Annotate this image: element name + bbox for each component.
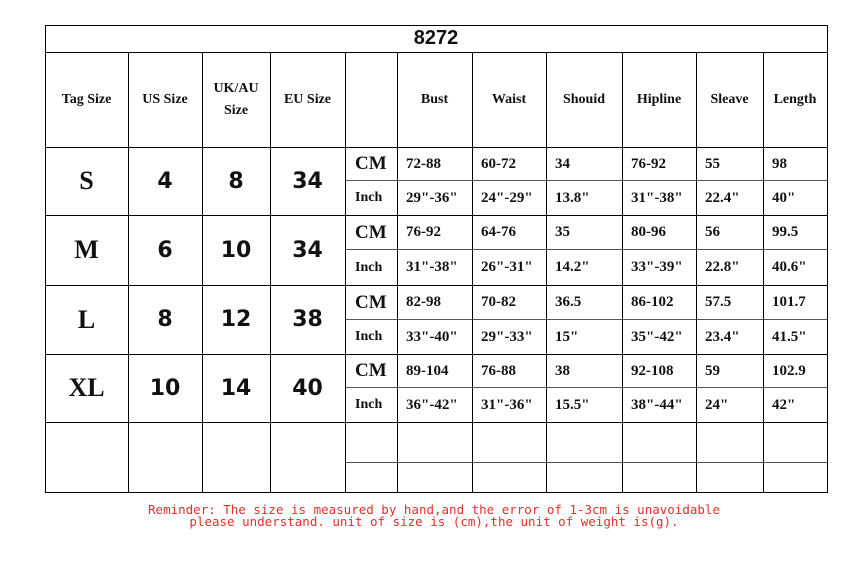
inch-value-sleeve: 23.4" bbox=[705, 328, 740, 345]
header-bust: Bust bbox=[420, 91, 449, 107]
inch-value-length: 40" bbox=[772, 189, 796, 206]
cm-value-waist: 60-72 bbox=[481, 155, 516, 172]
header-length: Length bbox=[773, 91, 817, 107]
uk-size-cell: 14 bbox=[220, 375, 252, 401]
h-gridline bbox=[45, 492, 828, 493]
header-waist: Waist bbox=[491, 91, 527, 107]
inch-value-sleeve: 22.8" bbox=[705, 259, 740, 275]
h-gridline bbox=[45, 422, 828, 423]
cm-value-length: 98 bbox=[772, 155, 787, 172]
cm-value-hipline: 86-102 bbox=[631, 294, 674, 310]
cm-value-sleeve: 55 bbox=[705, 155, 720, 172]
tag-size-cell: S bbox=[79, 166, 94, 195]
inch-value-bust: 31"-38" bbox=[406, 259, 458, 275]
header-sleeve: Sleave bbox=[710, 91, 749, 107]
cm-value-hipline: 92-108 bbox=[631, 362, 674, 379]
inch-value-shoulder: 15.5" bbox=[555, 396, 590, 413]
inch-value-waist: 24"-29" bbox=[481, 189, 533, 206]
v-gridline bbox=[827, 25, 828, 493]
cm-value-waist: 64-76 bbox=[481, 224, 516, 240]
eu-size-cell: 38 bbox=[292, 307, 323, 332]
header-uk-au-size: UK/AU Size bbox=[213, 80, 259, 118]
cm-unit-label: CM bbox=[355, 291, 387, 313]
eu-size-cell: 34 bbox=[292, 168, 323, 194]
inch-value-waist: 26"-31" bbox=[481, 259, 533, 275]
inch-value-shoulder: 15" bbox=[555, 328, 579, 345]
cm-value-sleeve: 57.5 bbox=[705, 294, 732, 310]
cm-value-waist: 70-82 bbox=[481, 294, 516, 310]
cm-value-length: 101.7 bbox=[772, 294, 806, 310]
header-shoulder: Shouid bbox=[562, 91, 606, 107]
inch-value-hipline: 33"-39" bbox=[631, 259, 683, 275]
inch-value-bust: 29"-36" bbox=[406, 189, 458, 206]
cm-value-sleeve: 59 bbox=[705, 362, 720, 379]
inch-value-sleeve: 24" bbox=[705, 396, 729, 413]
inch-value-bust: 33"-40" bbox=[406, 328, 458, 345]
table-title: 8272 bbox=[413, 27, 459, 49]
uk-size-cell: 8 bbox=[228, 168, 244, 194]
uk-size-cell: 12 bbox=[220, 307, 252, 332]
us-size-cell: 4 bbox=[157, 168, 173, 194]
cm-unit-label: CM bbox=[355, 221, 387, 243]
eu-size-cell: 34 bbox=[292, 237, 323, 263]
cm-value-waist: 76-88 bbox=[481, 362, 516, 379]
tag-size-cell: L bbox=[77, 304, 96, 334]
us-size-cell: 8 bbox=[157, 307, 173, 332]
cm-unit-label: CM bbox=[355, 153, 387, 174]
reminder-line-1: Reminder: The size is measured by hand,and the error of 1-3cm is unavoidable bbox=[148, 502, 720, 517]
inch-unit-label: Inch bbox=[355, 329, 383, 344]
header-tag-size: Tag Size bbox=[61, 91, 112, 107]
inch-unit-label: Inch bbox=[355, 190, 383, 205]
inch-value-hipline: 35"-42" bbox=[631, 328, 683, 345]
header-unit bbox=[345, 52, 397, 147]
inch-value-length: 41.5" bbox=[772, 328, 807, 345]
cm-unit-label: CM bbox=[355, 360, 387, 381]
cm-value-shoulder: 34 bbox=[555, 155, 570, 172]
cm-value-hipline: 80-96 bbox=[631, 224, 666, 240]
cm-value-bust: 89-104 bbox=[406, 362, 449, 379]
inch-unit-label: Inch bbox=[355, 259, 383, 275]
reminder-line-2: please understand. unit of size is (cm),the unit of weight is(g). bbox=[189, 514, 679, 529]
inch-value-waist: 31"-36" bbox=[481, 396, 533, 413]
inch-value-length: 40.6" bbox=[772, 259, 807, 275]
us-size-cell: 10 bbox=[149, 375, 181, 401]
header-us-size: US Size bbox=[142, 91, 188, 107]
uk-size-cell: 10 bbox=[220, 237, 252, 263]
h-gridline bbox=[345, 462, 828, 463]
inch-value-shoulder: 13.8" bbox=[555, 189, 590, 206]
inch-value-hipline: 38"-44" bbox=[631, 396, 683, 413]
header-hipline: Hipline bbox=[636, 91, 682, 107]
inch-unit-label: Inch bbox=[355, 397, 383, 412]
cm-value-bust: 82-98 bbox=[406, 294, 441, 310]
cm-value-shoulder: 36.5 bbox=[555, 294, 582, 310]
inch-value-sleeve: 22.4" bbox=[705, 189, 740, 206]
tag-size-cell: M bbox=[74, 235, 99, 264]
inch-value-bust: 36"-42" bbox=[406, 396, 458, 413]
us-size-cell: 6 bbox=[157, 237, 173, 263]
cm-value-length: 102.9 bbox=[772, 362, 806, 379]
cm-value-sleeve: 56 bbox=[705, 224, 720, 240]
cm-value-hipline: 76-92 bbox=[631, 155, 666, 172]
cm-value-bust: 72-88 bbox=[406, 155, 441, 172]
cm-value-shoulder: 35 bbox=[555, 224, 570, 240]
inch-value-length: 42" bbox=[772, 396, 796, 413]
inch-value-hipline: 31"-38" bbox=[631, 189, 683, 206]
cm-value-bust: 76-92 bbox=[406, 224, 441, 240]
inch-value-shoulder: 14.2" bbox=[555, 259, 590, 275]
inch-value-waist: 29"-33" bbox=[481, 328, 533, 345]
tag-size-cell: XL bbox=[68, 373, 105, 402]
cm-value-length: 99.5 bbox=[772, 224, 799, 240]
header-eu-size: EU Size bbox=[283, 91, 332, 107]
cm-value-shoulder: 38 bbox=[555, 362, 570, 379]
eu-size-cell: 40 bbox=[292, 375, 323, 401]
